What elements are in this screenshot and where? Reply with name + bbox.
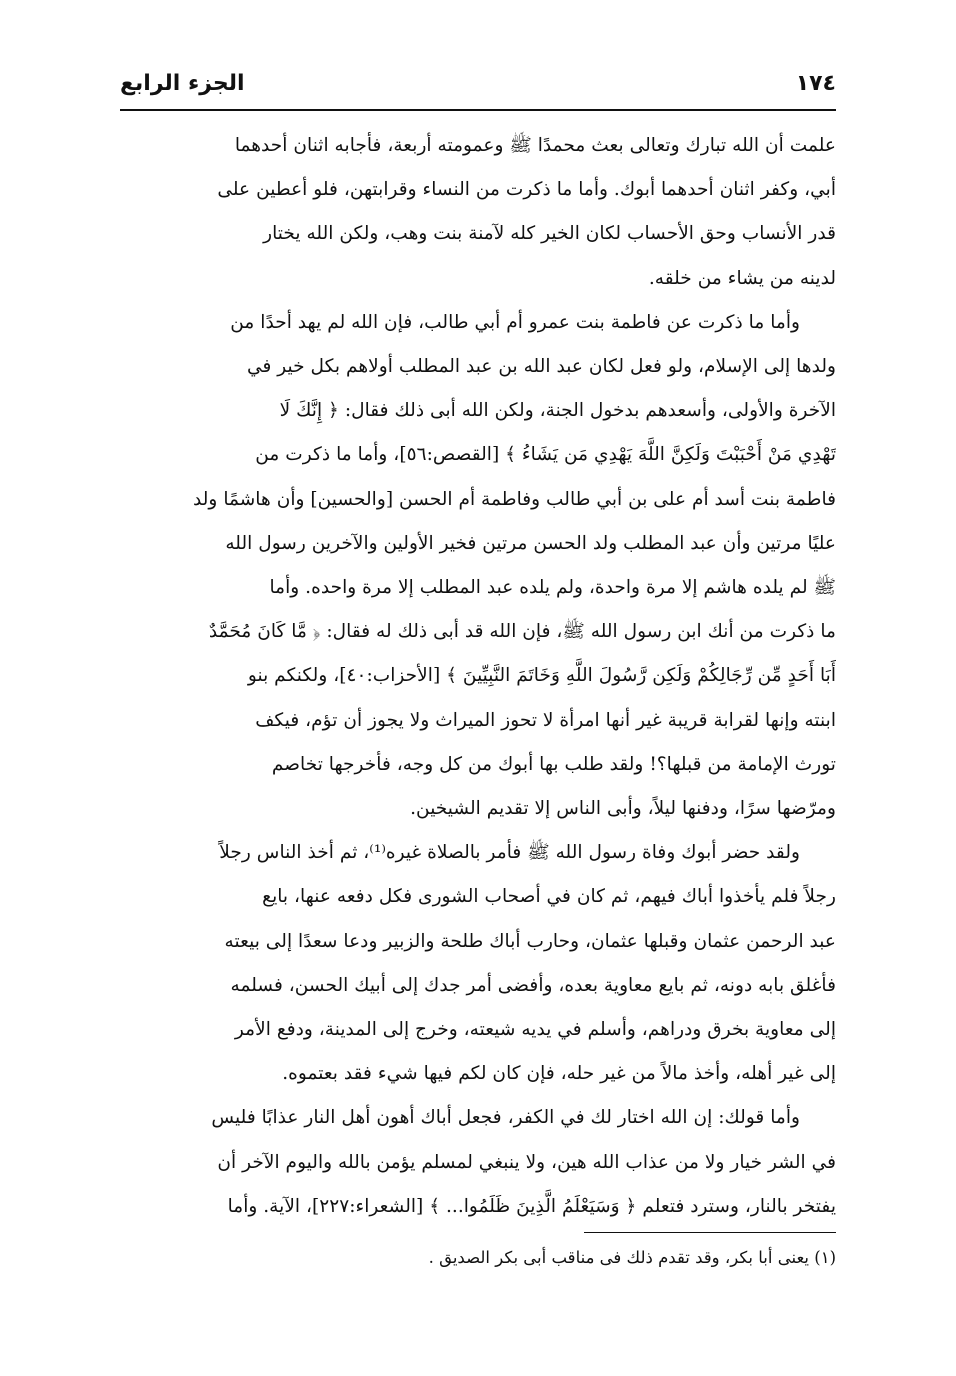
text-line: قدر الأنساب وحق الأحساب لكان الخير كله لآمنة بنت وهب، ولكن الله يختار [263,223,836,245]
text-line: ومرّضها سرًا، ودفنها ليلاً، وأبى الناس إلا تقديم الشيخين. [410,798,836,820]
text-line: ولقد حضر أبوك وفاة رسول الله ﷺ فأمر بالصلاة غيره⁽¹⁾، ثم أخذ الناس رجلاً [219,842,800,864]
paragraph [120,831,836,1096]
text-line: إلى غير أهله، وأخذ مالاً من غير حله، فإن كان لكم فيها شيء فقد بعتموه. [282,1063,836,1085]
footnote: (١) يعنى أبا بكر، وقد تقدم ذلك فى مناقب أبى بكر الصديق . [428,1248,836,1267]
quran-verse-line: أَبَا أَحَدٍ مِّن رِّجَالِكُمْ وَلَكِن رَّسُولَ اللَّهِ وَخَاتَمَ النَّبِيِّينَ ﴾ [الأحزاب:٤٠]، ولكنكم بنو [247,665,836,687]
page-header [120,62,836,104]
text-line: ولدها إلى الإسلام، ولو فعل لكان عبد الله بن عبد المطلب أولاهم بكل خير في [246,356,836,378]
text-line: رجلاً فلم يأخذوا أباك فيهم، ثم كان في أصحاب الشورى فكل دفعه عنها، بايع [262,886,836,908]
paragraph [120,1096,836,1229]
text-line: إلى معاوية بخرق ودراهم، وأسلم في يديه شيعته، وخرج إلى المدينة، ودفع الأمر [234,1019,836,1041]
footnote-rule [584,1232,836,1233]
page-number: ١٧٤ [795,70,836,96]
text-line: أبي، وكفر اثنان أحدهما أبوك. وأما ما ذكرت من النساء وقرابتهن، فلو أعطين على [217,179,836,201]
text-line: علمت أن الله تبارك وتعالى بعث محمدًا ﷺ وعمومته أربعة، فأجابه اثنان أحدهما [234,135,836,156]
body-text [120,124,836,1229]
text-line: ما ذكرت من أنك ابن رسول الله ﷺ، فإن الله قد أبى ذلك له فقال: ﴿ مَّا كَانَ مُحَمَّدٌ [208,621,836,643]
text-line: وأما قولك: إن الله اختار لك في الكفر، فجعل أباك أهون أهل النار عذابًا فليس [211,1107,800,1129]
running-title: الجزء الرابع [120,70,245,96]
text-line: ﷺ لم يلده هاشم إلا مرة واحدة، ولم يلده عبد المطلب إلا مرة واحده. وأما [269,577,836,599]
text-line: تورث الإمامة من قبلها؟! ولقد طلب بها أبوك من كل وجه، فأخرجها تخاصم [271,753,836,775]
text-line: فأغلق بابه دونه، ثم بايع معاوية بعده، وأفضى أمر جدك إلى أبيك الحسن، فسلمه [230,974,836,996]
paragraph [120,301,836,831]
text-line: فاطمة بنت أسد أم على بن أبي طالب وفاطمة أم الحسن [والحسين] وأن هاشمًا ولد [193,488,836,510]
text-line: في الشر خيار ولا من عذاب الله هين، ولا ينبغي لمسلم يؤمن بالله واليوم الآخر أن [217,1151,836,1173]
text-line: عبد الرحمن عثمان وقبلها عثمان، وحارب أباك طلحة والزبير ودعا سعدًا إلى بيعته [224,930,836,952]
quran-verse-line: تَهْدِي مَنْ أَحْبَبْتَ وَلَكِنَّ اللَّهَ يَهْدِي مَن يَشَاءُ ﴾ [القصص:٥٦]، وأما ما ذكرت من [255,444,836,466]
text-line: يفتخر بالنار، وسترد فتعلم ﴿ وَسَيَعْلَمُ الَّذِينَ ظَلَمُوا... ﴾ [الشعراء:٢٢٧]، الآية. وأما [227,1195,836,1217]
text-line: لدينه من يشاء من خلقه. [648,267,836,289]
text-line: ابنته وإنها لقرابة قريبة غير أنها امرأة لا تحوز الميراث ولا يجوز أن تؤم، فيكف [255,709,836,731]
header-rule [120,109,836,111]
text-line: الآخرة والأولى، وأسعدهم بدخول الجنة، ولكن الله أبى ذلك فقال: ﴿ إِنَّكَ لَا [279,400,836,422]
text-line: وأما ما ذكرت عن فاطمة بنت عمرو أم أبي طالب، فإن الله لم يهد أحدًا من [230,311,800,333]
paragraph [120,124,836,301]
text-line: عليًا مرتين وأن عبد المطلب ولد الحسن مرتين فخير الأولين والآخرين رسول الله [225,532,836,554]
